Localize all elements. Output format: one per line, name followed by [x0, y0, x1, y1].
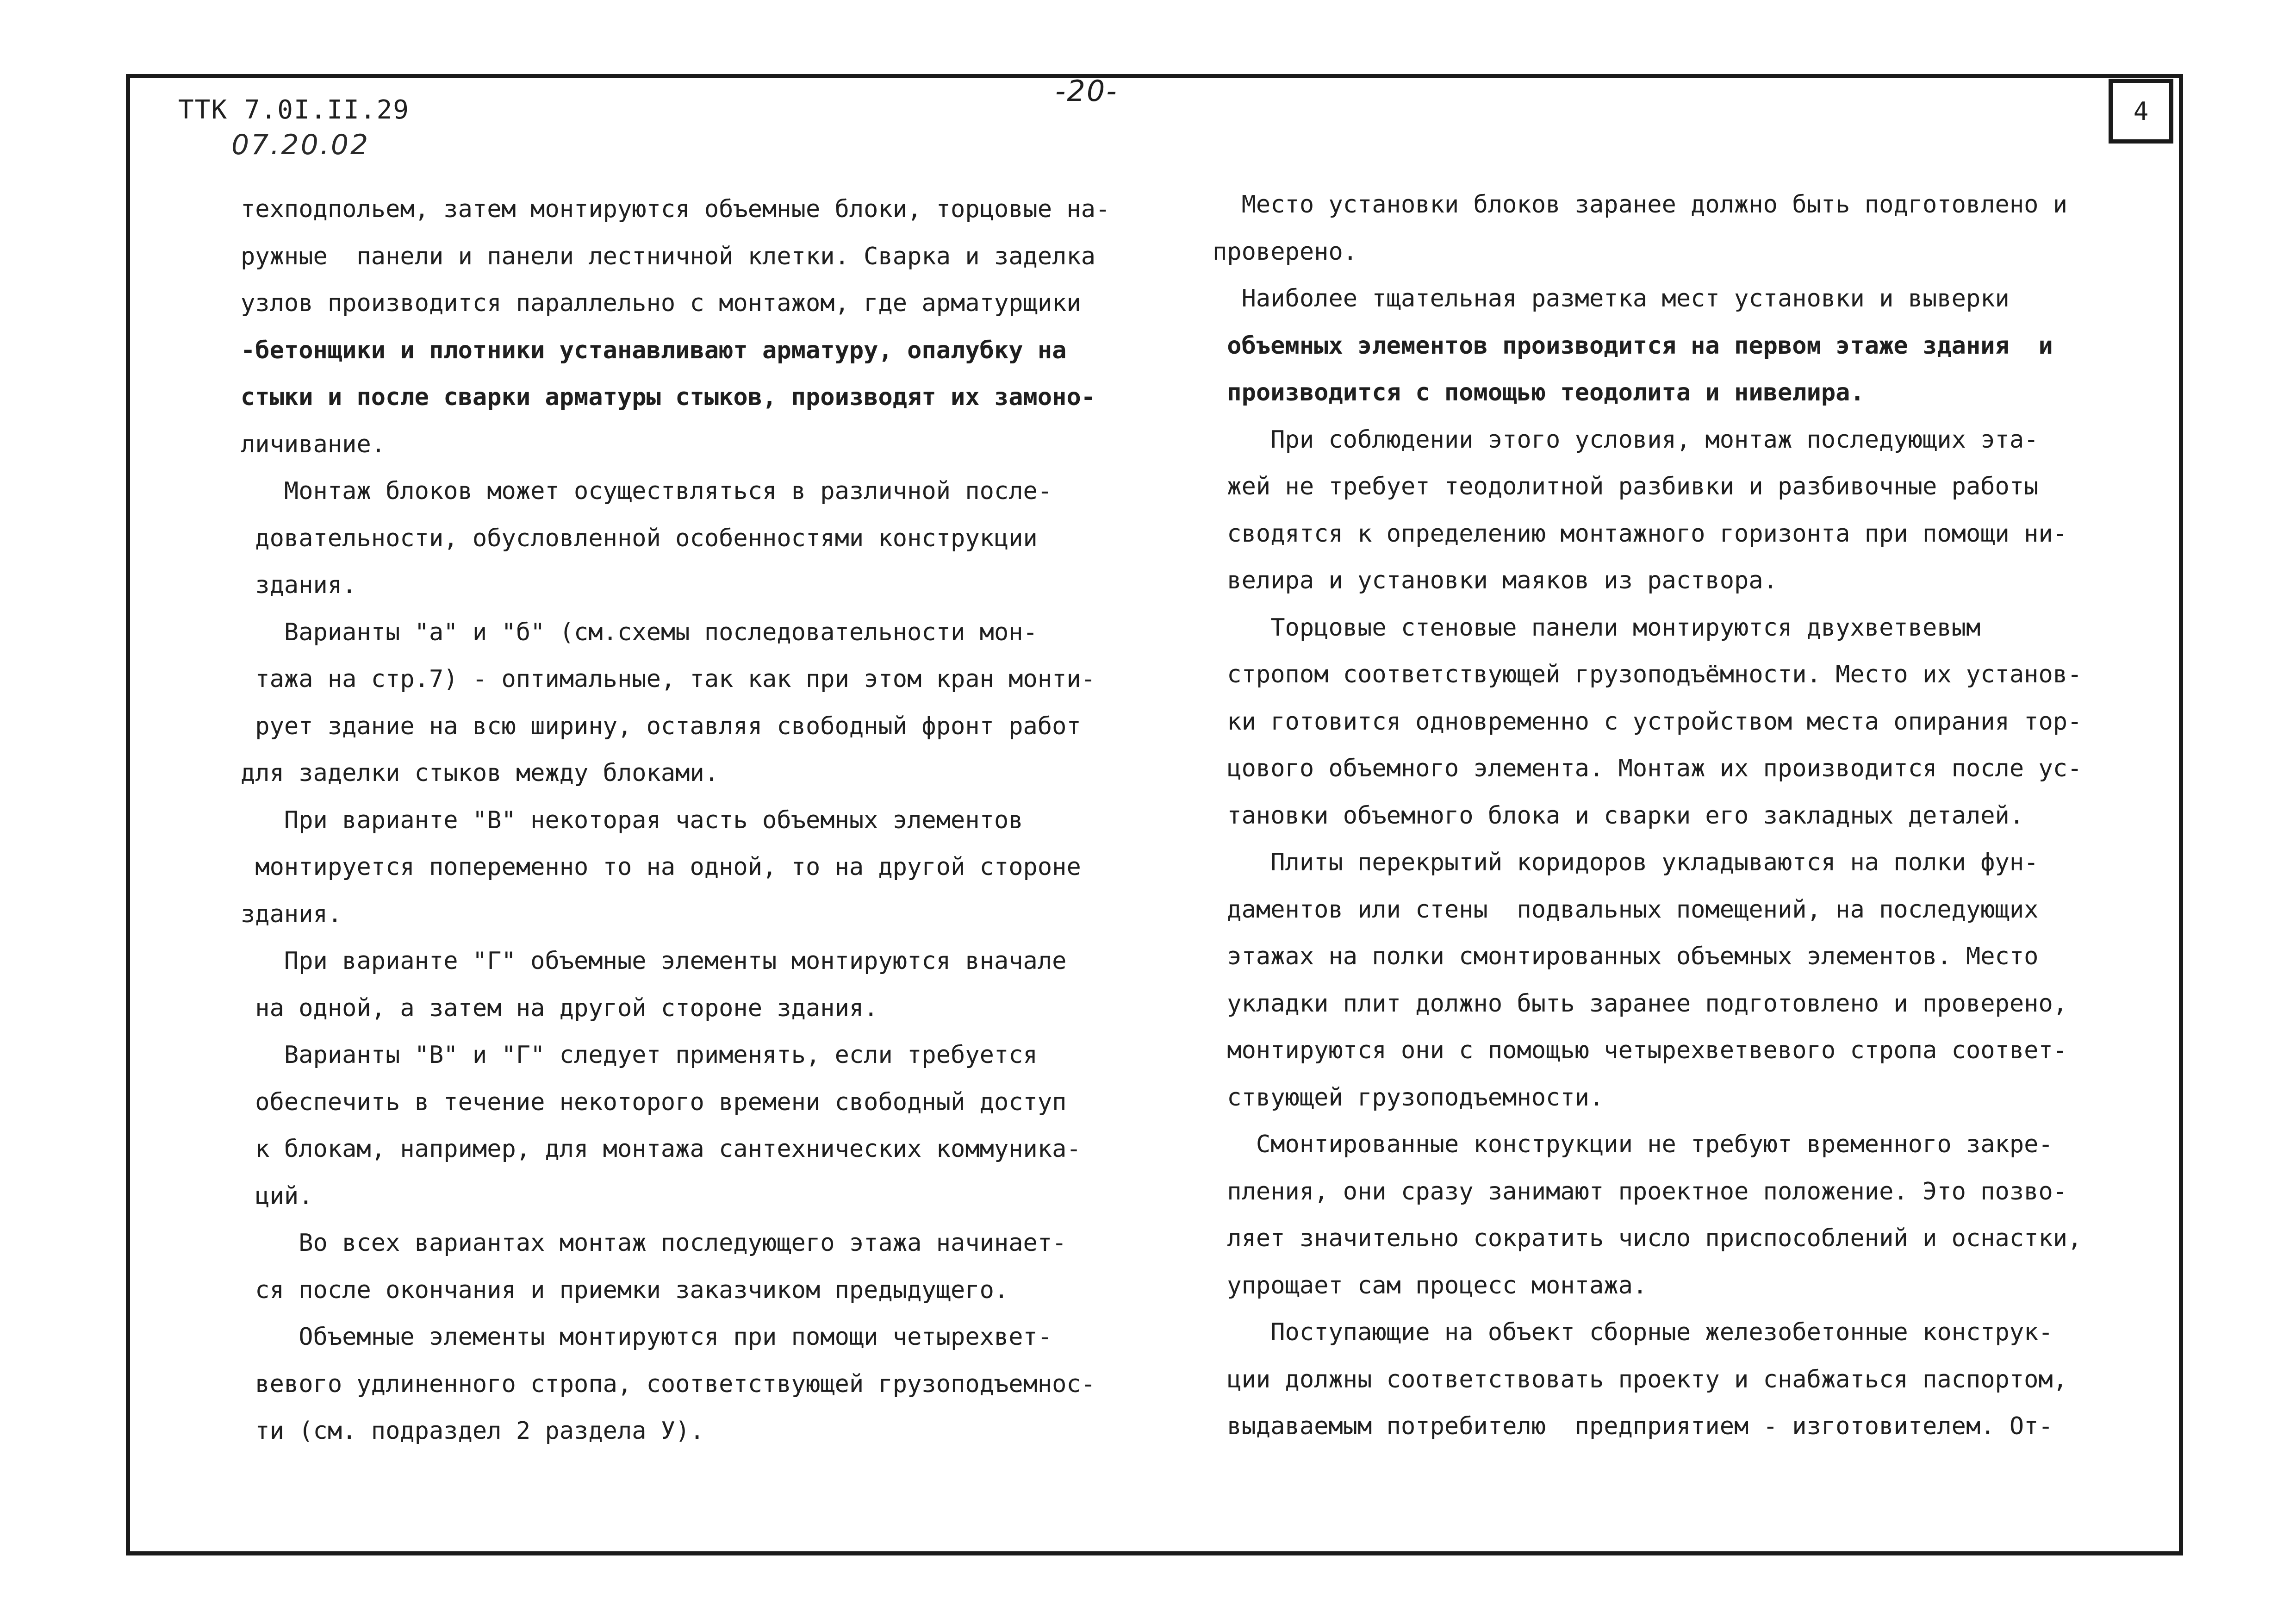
text-line: укладки плит должно быть заранее подготовлено и проверено,: [1213, 989, 2068, 1018]
text-line: Варианты "а" и "б" (см.схемы последовательности мон-: [241, 618, 1038, 646]
text-line: ляет значительно сократить число приспособлений и оснастки,: [1213, 1224, 2082, 1252]
text-line: ций.: [241, 1182, 313, 1210]
text-line: монтируются они с помощью четырехветвевого стропа соответ-: [1213, 1037, 2068, 1064]
text-line: объемных элементов производится на первом этаже здания и: [1213, 331, 2053, 360]
text-line: -бетонщики и плотники устанавливают арматуру, опалубку на: [241, 336, 1067, 364]
text-line: упрощает сам процесс монтажа.: [1213, 1271, 1648, 1299]
text-line: стропом соответствующей грузоподъёмности. Место их установ-: [1213, 661, 2082, 688]
text-line: здания.: [241, 900, 342, 928]
text-line: даментов или стены подвальных помещений, на последующих: [1213, 895, 2039, 924]
text-line: ции должны соответствовать проекту и снабжаться паспортом,: [1213, 1365, 2068, 1393]
text-line: тажа на стр.7) - оптимальные, так как при этом кран монти-: [241, 665, 1096, 693]
text-line: личивание.: [241, 430, 386, 458]
text-line: монтируется попеременно то на одной, то на другой стороне: [241, 853, 1081, 881]
text-line: для заделки стыков между блоками.: [241, 759, 719, 787]
text-line: Поступающие на объект сборные железобетонные конструк-: [1213, 1318, 2053, 1346]
text-line: на одной, а затем на другой стороне здания.: [241, 994, 878, 1022]
text-line: Объемные элементы монтируются при помощи четырехвет-: [241, 1323, 1052, 1351]
left-text-column: [241, 186, 1120, 1455]
document-code: ТТК 7.0I.II.29: [178, 95, 410, 125]
text-line: довательности, обусловленной особенностями конструкции: [241, 524, 1038, 552]
page-number: -20-: [1055, 74, 1118, 108]
text-line: рует здание на всю ширину, оставляя свободный фронт работ: [241, 712, 1081, 740]
text-line: При варианте "Г" объемные элементы монтируются вначале: [241, 947, 1067, 975]
text-line: к блокам, например, для монтажа сантехнических коммуника-: [241, 1135, 1081, 1163]
text-line: Место установки блоков заранее должно быть подготовлено и: [1213, 191, 2068, 219]
text-line: производится с помощью теодолита и нивелира.: [1213, 379, 1865, 406]
text-line: велира и установки маяков из раствора.: [1213, 567, 1778, 594]
text-line: здания.: [241, 571, 357, 599]
text-line: Смонтированные конструкции не требуют временного закре-: [1213, 1131, 2053, 1158]
text-line: Монтаж блоков может осуществляться в различной после-: [241, 477, 1052, 505]
text-line: проверено.: [1213, 237, 1358, 266]
text-line: обеспечить в течение некоторого времени свободный доступ: [241, 1088, 1067, 1116]
text-line: ся после окончания и приемки заказчиком предыдущего.: [241, 1276, 1009, 1304]
text-line: тановки объемного блока и сварки его закладных деталей.: [1213, 801, 2024, 830]
text-line: сводятся к определению монтажного горизонта при помощи ни-: [1213, 519, 2068, 548]
right-text-column: [1213, 181, 2101, 1450]
text-line: При варианте "В" некоторая часть объемных элементов: [241, 806, 1023, 834]
text-line: Во всех вариантах монтаж последующего этажа начинает-: [241, 1229, 1067, 1257]
sheet-number-box: [2109, 79, 2173, 144]
text-line: Плиты перекрытий коридоров укладываются на полки фун-: [1213, 849, 2039, 876]
text-line: этажах на полки смонтированных объемных элементов. Место: [1213, 943, 2039, 970]
text-line: узлов производится параллельно с монтажом, где арматурщики: [241, 289, 1081, 317]
text-line: цового объемного элемента. Монтаж их производится после ус-: [1213, 755, 2082, 782]
text-line: пления, они сразу занимают проектное положение. Это позво-: [1213, 1177, 2068, 1206]
text-line: выдаваемым потребителю предприятием - изготовителем. От-: [1213, 1412, 2053, 1440]
text-line: Наиболее тщательная разметка мест установки и выверки: [1213, 285, 2010, 312]
text-line: Торцовые стеновые панели монтируются двухветвевым: [1213, 613, 1981, 642]
text-line: стыки и после сварки арматуры стыков, производят их замоно-: [241, 383, 1096, 411]
text-line: Варианты "В" и "Г" следует применять, если требуется: [241, 1041, 1038, 1069]
text-line: ти (см. подраздел 2 раздела У).: [241, 1417, 704, 1445]
text-line: ружные панели и панели лестничной клетки. Сварка и заделка: [241, 242, 1096, 270]
text-line: При соблюдении этого условия, монтаж последующих эта-: [1213, 425, 2039, 454]
text-line: техподпольем, затем монтируются объемные блоки, торцовые на-: [241, 195, 1110, 223]
text-line: ки готовится одновременно с устройством места опирания тор-: [1213, 707, 2082, 736]
text-line: ствующей грузоподъемности.: [1213, 1083, 1604, 1112]
text-line: вевого удлиненного стропа, соответствующей грузоподъемнос-: [241, 1370, 1096, 1398]
handwritten-code: 07.20.02: [231, 129, 370, 161]
sheet-number: 4: [2133, 96, 2149, 126]
text-line: жей не требует теодолитной разбивки и разбивочные работы: [1213, 473, 2039, 500]
